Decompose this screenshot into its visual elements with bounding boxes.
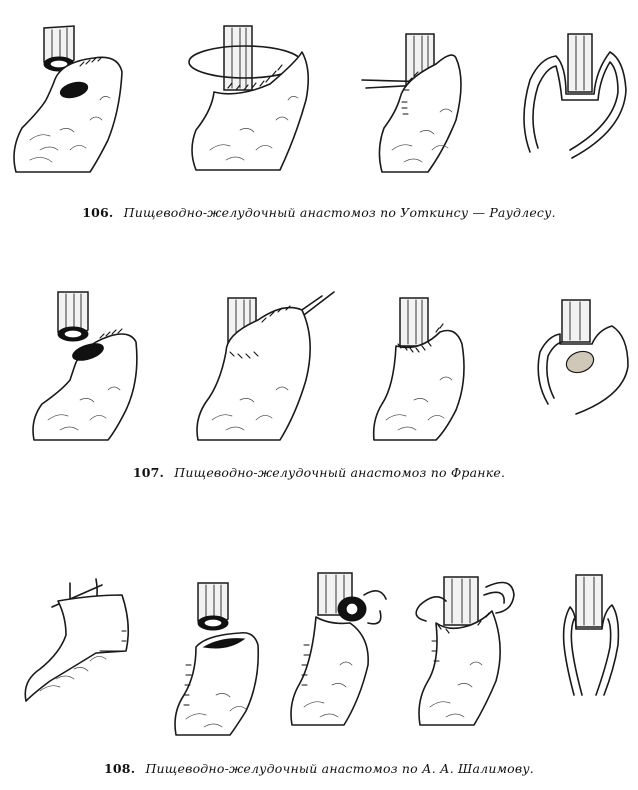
fig107-stage-4 — [538, 300, 628, 414]
figure-108-number: 108. — [104, 761, 136, 776]
figure-107 — [0, 280, 638, 490]
figure-107-drawings — [0, 280, 638, 450]
fig106-stage-4 — [524, 34, 626, 158]
figure-107-caption — [0, 465, 638, 480]
figure-108 — [0, 565, 638, 780]
figure-106-number: 106. — [82, 205, 114, 220]
figure-106-caption — [0, 205, 638, 220]
fig107-stage-3 — [374, 298, 464, 440]
figure-106 — [0, 0, 638, 230]
fig107-stage-1 — [33, 292, 137, 440]
figure-108-drawings — [0, 565, 638, 745]
fig108-stage-1 — [25, 579, 128, 701]
fig108-stage-4 — [416, 577, 514, 725]
figure-106-drawings — [0, 0, 638, 200]
fig108-stage-5 — [564, 575, 619, 695]
figure-107-number: 107. — [132, 465, 165, 480]
figure-108-caption-text: Пищеводно-желудочный анастомоз по А. А. Шалимову. — [145, 761, 534, 776]
figure-106-caption-text: Пищеводно-желудочный анастомоз по Уоткинсу — Раудлесу. — [123, 205, 556, 220]
fig106-stage-3 — [362, 34, 461, 172]
figure-108-caption — [0, 761, 638, 776]
fig107-stage-2 — [197, 292, 334, 440]
fig108-stage-2 — [175, 583, 258, 735]
figure-107-caption-text: Пищеводно-желудочный анастомоз по Франке. — [174, 465, 506, 480]
fig108-stage-3 — [291, 573, 386, 725]
fig106-stage-1 — [14, 26, 122, 172]
fig106-stage-2 — [189, 26, 308, 170]
